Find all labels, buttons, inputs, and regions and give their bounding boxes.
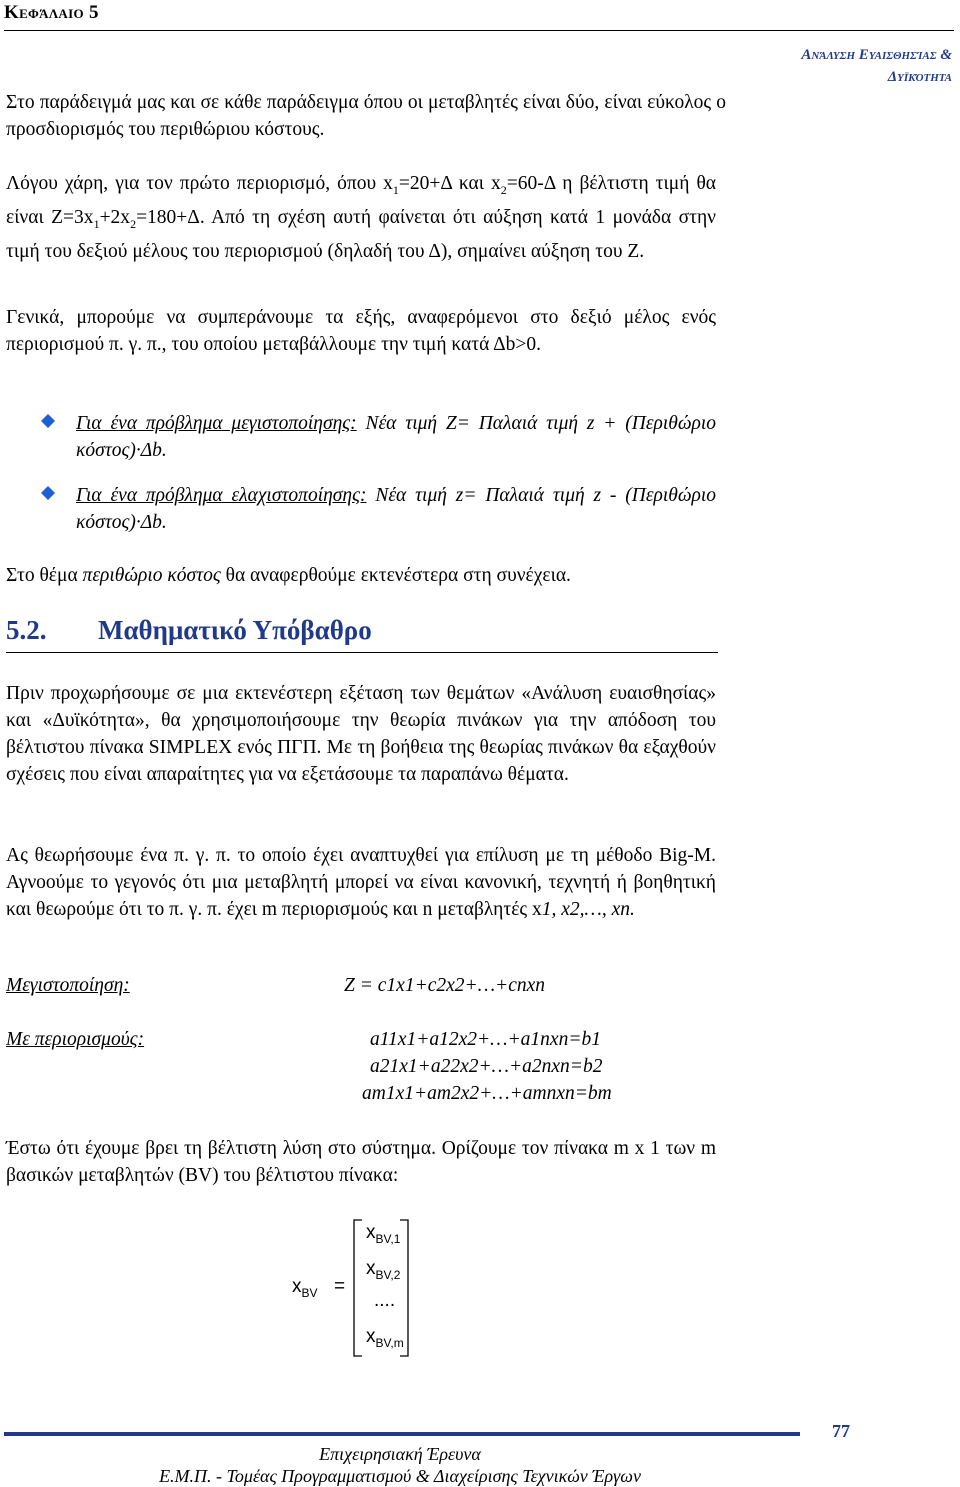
sub-2a: 2 [500, 182, 507, 197]
matrix-row-m [366, 1326, 404, 1350]
p2-part-a: Λόγου χάρη, για τον πρώτο περιορισμό, όπου x [6, 173, 393, 194]
paragraph-1: Στο παράδειγμά μας και σε κάθε παράδειγμα όπου οι μεταβλητές είναι δύο, είναι εύκολος ο προσδιορισμός του περιθώριου κόστους. [6, 92, 726, 140]
header-rule [4, 30, 954, 31]
matrix-lhs-x: x [292, 1276, 302, 1297]
p2-part-c: =60-Δ η βέλτιστη τιμή θα είναι Z=3x [6, 173, 716, 228]
paragraph-6 [6, 842, 716, 923]
sub-1b: 1 [93, 216, 100, 231]
matrix-row-1-x: x [366, 1222, 376, 1243]
sub-1a: 1 [392, 182, 399, 197]
running-title-line2: Δυϊκότητα [887, 69, 952, 85]
bullet-maximize [76, 410, 716, 464]
matrix-equals: = [334, 1276, 346, 1297]
constraint-m: am1x1+am2x2+…+amnxn=bm [362, 1083, 612, 1104]
matrix-row-2-sub: BV,2 [375, 1267, 401, 1282]
diamond-bullet-icon [40, 413, 56, 429]
matrix-row-2-x: x [366, 1258, 376, 1279]
section-number: 5.2. [6, 615, 47, 645]
footer-line-1: Επιχειρησιακή Έρευνα [319, 1444, 481, 1464]
bullet-minimize [76, 482, 716, 536]
running-title [692, 44, 952, 88]
section-rule [6, 652, 718, 653]
constraint-2: a21x1+a22x2+…+a2nxn=b2 [370, 1056, 603, 1077]
running-title-line1: Ανάλυση Ευαισθησίας & [801, 47, 952, 63]
p2-part-b: =20+Δ και x [398, 173, 501, 194]
footer-line-2: Ε.Μ.Π. - Τομέας Προγραμματισμού & Διαχείρισης Τεχνικών Έργων [159, 1466, 641, 1486]
constraints-label: Με περιορισμούς: [6, 1029, 145, 1050]
constraint-1: a11x1+a12x2+…+a1nxn=b1 [370, 1029, 601, 1050]
matrix-row-2 [366, 1258, 400, 1282]
page-number: 77 [832, 1421, 850, 1441]
matrix-row-m-x: x [366, 1326, 376, 1347]
p4-part-b: περιθώριο κόστος [82, 565, 221, 586]
footer-rule [4, 1432, 800, 1436]
bullet-minimize-label: Για ένα πρόβλημα ελαχιστοποίησης: [76, 485, 367, 506]
paragraph-5: Πριν προχωρήσουμε σε μια εκτενέστερη εξέταση των θεμάτων «Ανάλυση ευαισθησίας» και «Δυϊκότητα», θα χρησιμοποιήσουμε την θεωρία πινάκων για την απόδοση του βέλτιστου πίνακα SIMPLEX ενός ΠΓΠ. Με τη βοήθεια της θεωρίας πινάκων θα εξαχθούν σχέσεις που είναι απαραίτητες για να εξετάσουμε τα παραπάνω θέματα. [6, 683, 716, 785]
matrix-row-1 [366, 1222, 400, 1246]
bullet-maximize-text: Νέα τιμή Z= Παλαιά τιμή z + (Περιθώριο κόστος)·Δb. [76, 413, 716, 461]
paragraph-4 [6, 562, 716, 589]
matrix-lhs-sub: BV [301, 1285, 318, 1300]
maximize-label: Μεγιστοποίηση: [6, 975, 130, 996]
p6-vars: 1, x2,…, xn. [541, 899, 635, 920]
matrix-lhs [292, 1276, 318, 1300]
section-title: Μαθηματικό Υπόβαθρο [98, 615, 372, 645]
bullet-minimize-text: Νέα τιμή z= Παλαιά τιμή z - (Περιθώριο κόστος)·Δb. [76, 485, 716, 533]
p6-text: Ας θεωρήσουμε ένα π. γ. π. το οποίο έχει αναπτυχθεί για επίλυση με τη μέθοδο Big-M. Αγνοούμε το γεγονός ότι μια μεταβλητή μπορεί να είναι κανονική, τεχνητή ή βοηθητική και θεωρούμε ότι το π. γ. π. έχει m περιορισμούς και n μεταβλητές x [6, 845, 716, 920]
p2-part-d: +2x [99, 206, 131, 228]
matrix-row-dots: .... [374, 1290, 396, 1311]
sub-2b: 2 [130, 216, 137, 231]
bullet-maximize-label: Για ένα πρόβλημα μεγιστοποίησης: [76, 413, 357, 434]
p4-part-a: Στο θέμα [6, 565, 83, 586]
matrix-row-1-sub: BV,1 [375, 1231, 401, 1246]
matrix-row-m-sub: BV,m [375, 1335, 404, 1350]
p2-part-e: =180+Δ. Από τη σχέση αυτή φαίνεται ότι αύξηση κατά 1 μονάδα στην τιμή του δεξιού μέλους του περιορισμού (δηλαδή του Δ), σημαίνει αύξηση του Z. [6, 206, 717, 262]
objective-function: Z = c1x1+c2x2+…+cnxn [344, 975, 545, 996]
paragraph-3: Γενικά, μπορούμε να συμπεράνουμε τα εξής, αναφερόμενοι στο δεξιό μέλος ενός περιορισμού π. γ. π., του οποίου μεταβάλλουμε την τιμή κατά Δb>0. [6, 307, 716, 355]
paragraph-7: Έστω ότι έχουμε βρει τη βέλτιστη λύση στο σύστημα. Ορίζουμε τον πίνακα m x 1 των m βασικών μεταβλητών (BV) του βέλτιστου πίνακα: [6, 1138, 716, 1186]
p4-part-c: θα αναφερθούμε εκτενέστερα στη συνέχεια. [220, 565, 571, 586]
chapter-title: Κεφάλαιο 5 [4, 2, 99, 23]
diamond-bullet-icon [40, 485, 56, 501]
paragraph-2 [6, 170, 716, 265]
